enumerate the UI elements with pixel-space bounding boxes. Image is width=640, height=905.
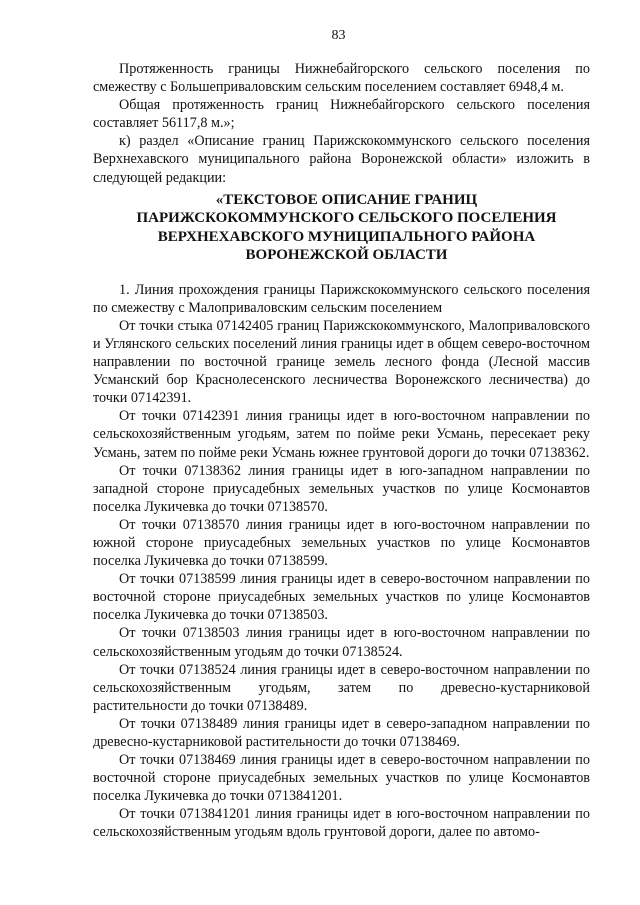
body-paragraph: От точки 07138503 линия границы идет в юго-восточном направлении по сельскохозяйственным угодьям до точки 07138524.	[93, 625, 590, 660]
heading-line: ПАРИЖСКОКОММУНСКОГО СЕЛЬСКОГО ПОСЕЛЕНИЯ	[136, 210, 557, 227]
page-number: 83	[331, 28, 346, 43]
intro-paragraph: Общая протяженность границ Нижнебайгорского сельского поселения составляет 56117,8 м.»;	[93, 97, 590, 132]
section-title: 1. Линия прохождения границы Парижскокоммунского сельского поселения по смежеству с Малоприваловским сельским поселением	[93, 281, 590, 316]
body-paragraph: От точки 07138570 линия границы идет в юго-восточном направлении по южной стороне приусадебных земельных участков по улице Космонавтов поселка Лукичевка до точки 07138599.	[93, 516, 590, 570]
body-paragraph: От точки 07138489 линия границы идет в северо-западном направлении по древесно-кустарниковой растительности до точки 07138469.	[93, 715, 590, 750]
section-heading	[93, 191, 590, 265]
body-paragraph: От точки 0713841201 линия границы идет в юго-восточном направлении по сельскохозяйственным угодьям вдоль грунтовой дороги, далее по автомо-	[93, 806, 590, 841]
intro-paragraph: Протяженность границы Нижнебайгорского сельского поселения по смежеству с Большеприваловским сельским поселением составляет 6948,4 м.	[93, 61, 590, 96]
body-paragraph: От точки стыка 07142405 границ Парижскокоммунского, Малоприваловского и Углянского сельских поселений линия границы идет в общем северо-восточном направлении по восточной границе земель лесного фонда (Лесной массив Усманский бор Краснолесенского лесничества Воронежского лесничества) до точки 07142391.	[93, 317, 590, 407]
body-paragraph: От точки 07138469 линия границы идет в северо-восточном направлении по восточной стороне приусадебных земельных участков по улице Космонавтов поселка Лукичевка до точки 0713841201.	[93, 752, 590, 805]
heading-line: ВОРОНЕЖСКОЙ ОБЛАСТИ	[245, 247, 448, 264]
intro-paragraph: к) раздел «Описание границ Парижскокоммунского сельского поселения Верхнехавского муниципального района Воронежской области» изложить в следующей редакции:	[93, 133, 590, 186]
heading-line: «ТЕКСТОВОЕ ОПИСАНИЕ ГРАНИЦ	[215, 191, 478, 208]
heading-line: ВЕРХНЕХАВСКОГО МУНИЦИПАЛЬНОГО РАЙОНА	[157, 228, 536, 245]
body-paragraph: От точки 07138599 линия границы идет в северо-восточном направлении по восточной стороне приусадебных земельных участков по улице Космонавтов поселка Лукичевка до точки 07138503.	[93, 571, 590, 624]
body-paragraph: От точки 07138524 линия границы идет в северо-восточном направлении по сельскохозяйственным угодьям, затем по древесно-кустарниковой растительности до точки 07138489.	[93, 661, 590, 714]
body-paragraph: От точки 07142391 линия границы идет в юго-восточном направлении по сельскохозяйственным угодьям, затем по пойме реки Усмань, пересекает реку Усмань, затем по пойме реки Усмань южнее грунтовой дороги до точки 07138362.	[93, 408, 590, 461]
body-paragraph: От точки 07138362 линия границы идет в юго-западном направлении по западной стороне приусадебных земельных участков по улице Космонавтов поселка Лукичевка до точки 07138570.	[93, 462, 590, 515]
